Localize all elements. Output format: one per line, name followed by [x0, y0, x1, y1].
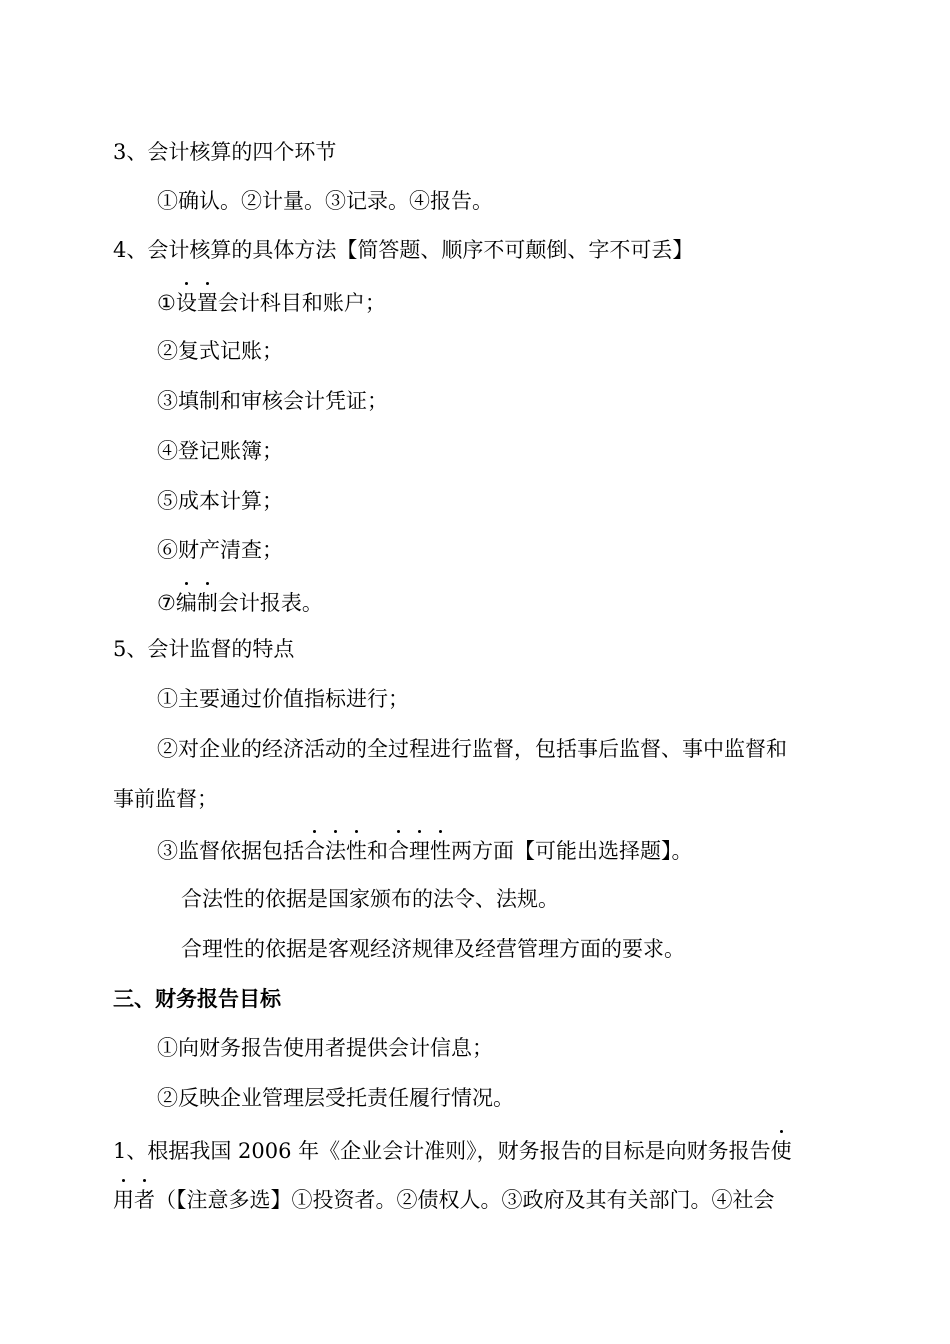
- emphasis-char: 理: [409, 836, 430, 866]
- emphasis-char: 使: [771, 1136, 792, 1166]
- section-5-item-2-cont: 事前监督；: [113, 787, 218, 811]
- section-5-title: 5、会计监督的特点: [113, 637, 295, 661]
- section-5-note-1: 合法性的依据是国家颁布的法令、法规。: [181, 887, 559, 911]
- emphasis-char: 者: [134, 1185, 155, 1215]
- section-5-item-3: ③监督依据包括合法性和合理性两方面【可能出选择题】。: [157, 836, 950, 866]
- emphasis-char: 制: [197, 588, 218, 618]
- emphasis-char: 置: [197, 288, 218, 318]
- section-4-item-4: ④登记账簿；: [157, 439, 283, 463]
- section-5-note-2: 合理性的依据是客观经济规律及经营管理方面的要求。: [181, 937, 685, 961]
- section-3-items: ①确认。②计量。③记录。④报告。: [157, 189, 493, 213]
- paragraph-1-line-2: 用者（【注意多选】①投资者。②债权人。③政府及其有关部门。④社会: [113, 1185, 950, 1215]
- emphasis-char: 设: [176, 288, 197, 318]
- section-3-title: 3、会计核算的四个环节: [113, 140, 337, 164]
- emphasis-char: 性: [346, 836, 367, 866]
- emphasis-char: 性: [430, 836, 451, 866]
- section-4-item-7: ⑦编制会计报表。: [157, 588, 950, 618]
- section-three-item-2: ②反映企业管理层受托责任履行情况。: [157, 1086, 514, 1110]
- emphasis-char: 合: [304, 836, 325, 866]
- emphasis-char: 用: [113, 1185, 134, 1215]
- paragraph-1-line-1: 1、根据我国 2006 年《企业会计准则》，财务报告的目标是向财务报告使: [113, 1136, 950, 1166]
- section-4-item-2: ②复式记账；: [157, 339, 283, 363]
- section-three-title: 三、财务报告目标: [113, 986, 281, 1011]
- section-5-item-2: ②对企业的经济活动的全过程进行监督，包括事后监督、事中监督和: [157, 737, 787, 761]
- section-4-title: 4、会计核算的具体方法【简答题、顺序不可颠倒、字不可丢】: [113, 238, 694, 262]
- section-5-item-1: ①主要通过价值指标进行；: [157, 687, 409, 711]
- emphasis-char: 法: [325, 836, 346, 866]
- section-three-item-1: ①向财务报告使用者提供会计信息；: [157, 1036, 493, 1060]
- section-4-item-3: ③填制和审核会计凭证；: [157, 389, 388, 413]
- emphasis-char: 合: [388, 836, 409, 866]
- section-4-item-1: ①设置会计科目和账户；: [157, 288, 950, 318]
- section-4-item-5: ⑤成本计算；: [157, 489, 283, 513]
- section-4-item-6: ⑥财产清查；: [157, 538, 283, 562]
- emphasis-char: 编: [176, 588, 197, 618]
